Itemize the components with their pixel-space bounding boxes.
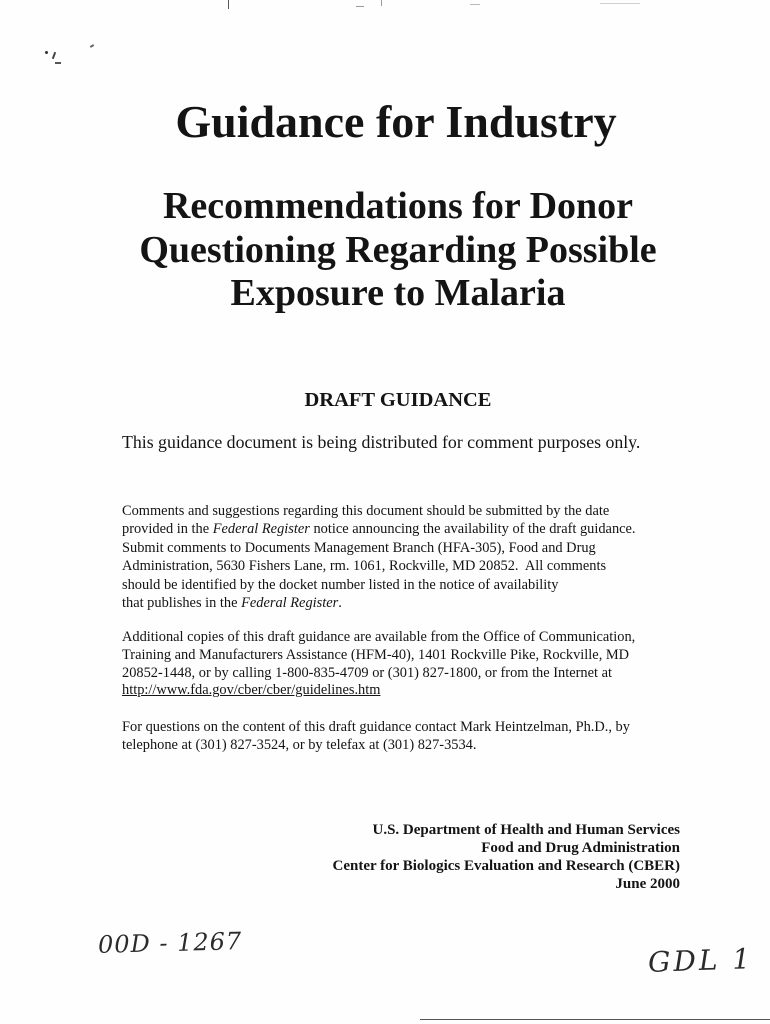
comments-paragraph [122,502,636,612]
subtitle-line: Exposure to Malaria [230,272,566,314]
subtitle-line: Recommendations for Donor [162,185,634,227]
line-text: provided in the [122,521,213,538]
subtitle-line: Questioning Regarding Possible [139,228,657,271]
issue-date: June 2000 [615,876,680,892]
paragraph-line: Comments and suggestions regarding this document should be submitted by the date [122,503,610,519]
agency-name: Food and Drug Administration [481,840,680,856]
scan-mark [55,62,61,64]
paragraph-line: 20852-1448, or by calling 1-800-835-4709 or (301) 827-1800, or from the Internet at [122,664,612,681]
draft-guidance-label: DRAFT GUIDANCE [304,389,492,411]
document-title: Guidance for Industry [175,96,617,147]
scan-edge-line [420,1019,770,1020]
line-text: . [338,595,342,612]
federal-register-citation: Federal Register [212,521,310,538]
paragraph-line [122,520,636,538]
paragraph-line: Submit comments to Documents Management Branch (HFA-305), Food and Drug [122,539,596,556]
scan-mark [90,44,94,48]
paragraph-line: Additional copies of this draft guidance are available from the Office of Communication, [122,629,636,645]
scan-mark [45,51,48,54]
paragraph-line: telephone at (301) 827-3524, or by telefax at (301) 827-3534. [122,737,477,753]
line-text: that publishes in the [122,595,242,612]
contact-paragraph [122,718,630,754]
scan-mark [356,6,364,7]
handwritten-docket-number: 00D - 1267 [97,927,243,959]
handwritten-page-mark: GDL 1 [647,942,754,979]
copies-paragraph [122,629,635,700]
scan-mark [381,0,382,6]
paragraph-line [122,594,636,612]
distribution-note: This guidance document is being distributed for comment purposes only. [122,432,641,452]
line-text: notice announcing the availability of the draft guidance. [309,521,636,538]
issuing-agency-block [280,821,680,893]
paragraph-line: For questions on the content of this draft guidance contact Mark Heintzelman, Ph.D., by [122,719,630,735]
scan-mark [470,4,480,5]
agency-center: Center for Biologics Evaluation and Research (CBER) [332,858,680,874]
paragraph-line: Training and Manufacturers Assistance (HFM-40), 1401 Rockville Pike, Rockville, MD [122,646,630,663]
scan-mark [600,3,640,4]
document-subtitle [26,185,770,316]
scan-mark [228,0,229,9]
paragraph-line: Administration, 5630 Fishers Lane, rm. 1061, Rockville, MD 20852. All comments [122,558,607,575]
paragraph-line: should be identified by the docket number listed in the notice of availability [122,576,559,593]
agency-department: U.S. Department of Health and Human Services [372,822,680,838]
federal-register-citation: Federal Register [241,595,339,612]
scan-mark [52,52,56,59]
guidelines-url: http://www.fda.gov/cber/cber/guidelines.htm [122,682,381,699]
